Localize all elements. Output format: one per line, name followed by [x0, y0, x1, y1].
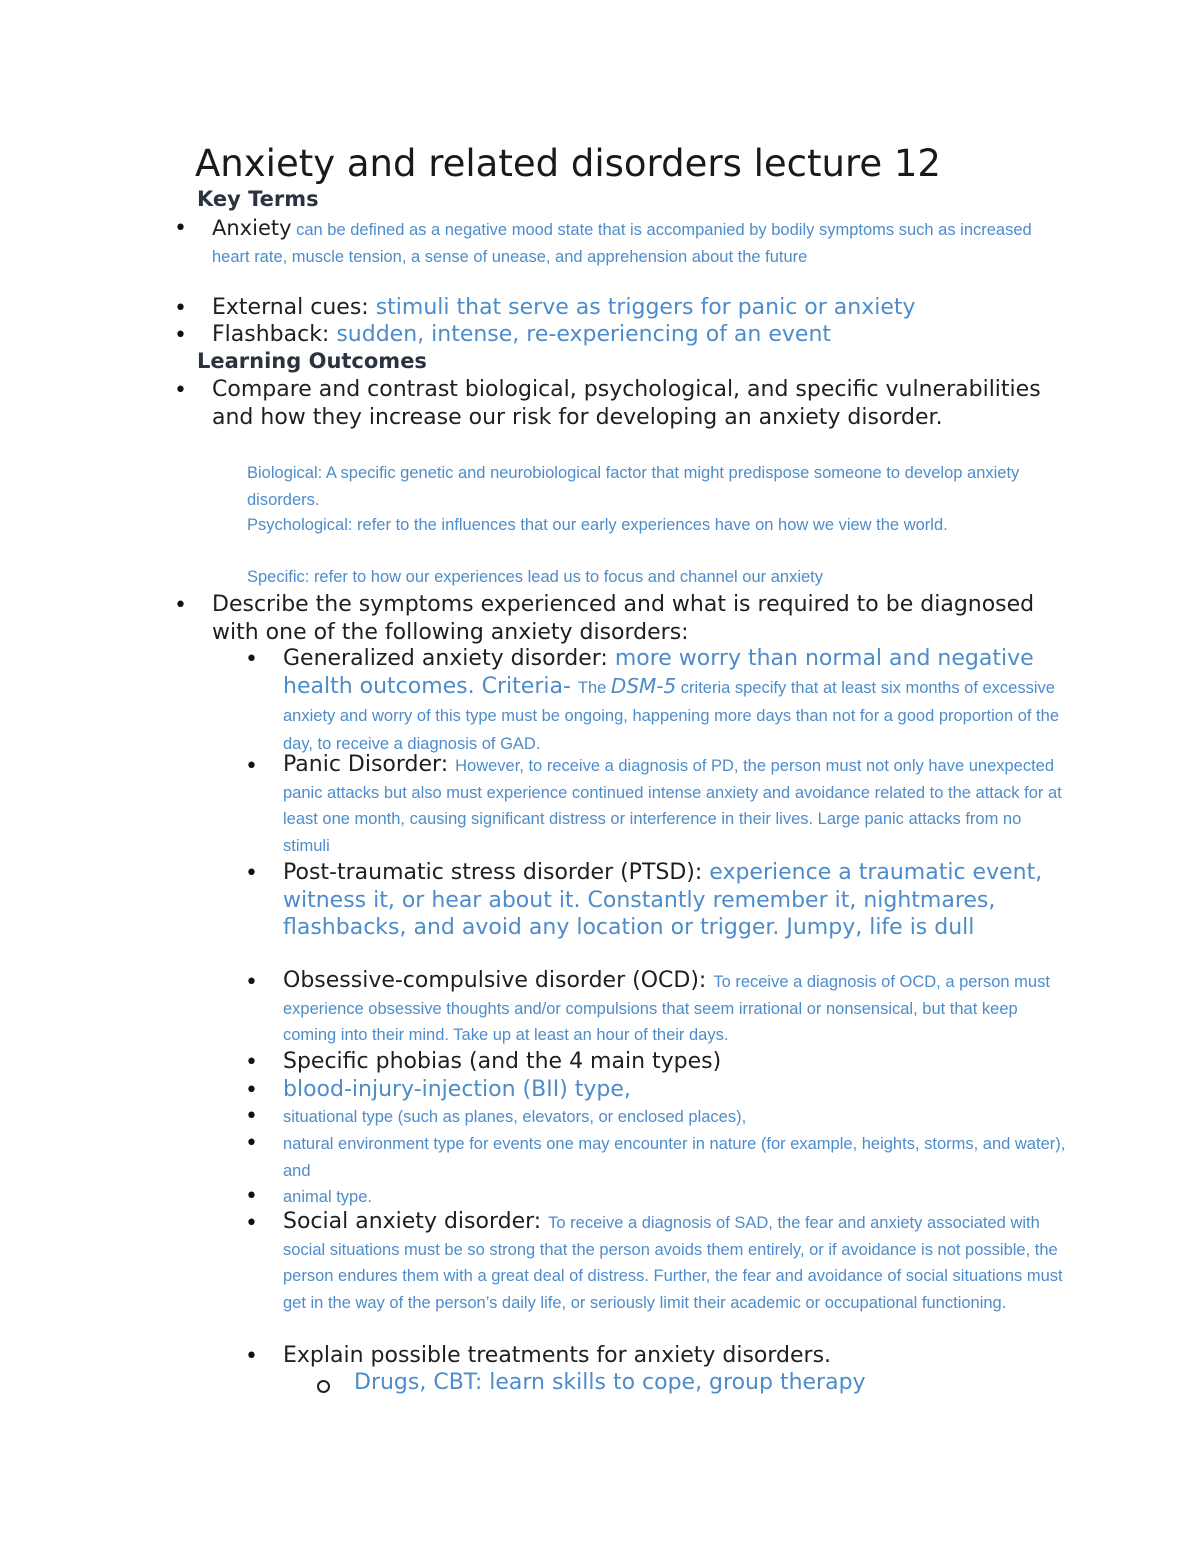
key-term-anxiety — [212, 215, 1052, 270]
phobia-bii: blood-injury-injection (BII) type, — [283, 1077, 631, 1102]
term-label: Anxiety — [212, 216, 292, 240]
sad-answer: To receive a diagnosis of SAD, the fear and anxiety associated with social situations must be so strong that the person avoids them entirely, or if avoidance is not possible, the person endures them with a great deal of distress. Further, the fear and avoidance of social situations must get in the way of the person’s daily life, or seriously limit their academic or occupational functioning. — [283, 1214, 1063, 1312]
ocd-label: Obsessive-compulsive disorder (OCD): — [283, 968, 714, 993]
term-definition: sudden, intense, re-experiencing of an event — [336, 322, 832, 347]
ocd-answer: To receive a diagnosis of OCD, a person must experience obsessive thoughts and/or compulsions that seem irrational or nonsensical, but that keep coming into their mind. Take up at least an hour of their days. — [283, 973, 1050, 1044]
bullet-icon: • — [245, 1050, 258, 1075]
term-label: External cues: — [212, 295, 376, 320]
key-term-flashback — [212, 321, 1112, 349]
panic-label: Panic Disorder: — [283, 752, 456, 777]
gad-criteria: criteria specify that at least six months of excessive anxiety and worry of this type must be ongoing, happening more days than not for a good proportion of the day, to receive a diagnosis of GAD. — [283, 679, 1059, 753]
page-title: Anxiety and related disorders lecture 12 — [195, 142, 941, 185]
phobia-situational: situational type (such as planes, elevators, or enclosed places), — [283, 1108, 747, 1126]
term-definition: can be defined as a negative mood state that is accompanied by bodily symptoms such as increased heart rate, muscle tension, a sense of unease, and apprehension about the future — [212, 221, 1032, 266]
bullet-icon: • — [174, 378, 187, 403]
outcome-describe-symptoms: Describe the symptoms experienced and what is required to be diagnosed with one of the following anxiety disorders: — [212, 592, 1035, 645]
gad-dsm: DSM-5 — [610, 674, 677, 698]
bullet-icon: • — [245, 861, 258, 886]
bullet-icon: • — [174, 296, 187, 321]
bullet-icon: • — [245, 970, 258, 995]
bullet-icon: • — [245, 1078, 258, 1103]
item-ptsd — [283, 859, 1073, 942]
term-definition: stimuli that serve as triggers for panic or anxiety — [375, 295, 916, 320]
key-term-external-cues — [212, 294, 1112, 322]
key-terms-heading: Key Terms — [197, 187, 319, 211]
bullet-icon: • — [245, 754, 258, 779]
circle-bullet-icon — [317, 1380, 330, 1393]
item-social-anxiety — [283, 1209, 1073, 1316]
bullet-icon: • — [245, 1344, 258, 1369]
treatment-answer: Drugs, CBT: learn skills to cope, group therapy — [354, 1370, 866, 1395]
phobia-animal: animal type. — [283, 1188, 372, 1206]
item-treatments: Explain possible treatments for anxiety disorders. — [283, 1343, 832, 1368]
note-biological: Biological: A specific genetic and neurobiological factor that might predispose someone to develop anxiety disorders. — [247, 464, 1020, 509]
gad-answer: more worry than normal and negative health outcomes. Criteria- — [283, 646, 1034, 699]
bullet-icon: • — [245, 1104, 258, 1129]
bullet-icon: • — [245, 647, 258, 672]
item-panic-disorder — [283, 752, 1063, 859]
learning-outcomes-heading: Learning Outcomes — [197, 349, 427, 373]
note-psychological: Psychological: refer to the influences that our early experiences have on how we view the world. — [247, 516, 948, 534]
item-ocd — [283, 968, 1073, 1049]
panic-answer: However, to receive a diagnosis of PD, the person must not only have unexpected panic attacks but also must experience continued intense anxiety and avoidance related to the attack for at least one month, causing significant distress or interference in their lives. Large panic attacks from no stimuli — [283, 757, 1062, 855]
note-specific: Specific: refer to how our experiences lead us to focus and channel our anxiety — [247, 568, 824, 586]
bullet-icon: • — [174, 216, 187, 241]
gad-the: The — [577, 679, 611, 697]
bullet-icon: • — [174, 323, 187, 348]
gad-label: Generalized anxiety disorder: — [283, 646, 615, 671]
term-label: Flashback: — [212, 322, 337, 347]
bullet-icon: • — [245, 1184, 258, 1209]
item-specific-phobias: Specific phobias (and the 4 main types) — [283, 1049, 722, 1074]
outcome-compare-vulnerabilities: Compare and contrast biological, psychological, and specific vulnerabilities and how they increase our risk for developing an anxiety disorder. — [212, 377, 1041, 430]
ptsd-answer: experience a traumatic event, witness it, or hear about it. Constantly remember it, nightmares, flashbacks, and avoid any location or trigger. Jumpy, life is dull — [283, 860, 1043, 940]
item-gad — [283, 645, 1073, 758]
phobia-natural: natural environment type for events one may encounter in nature (for example, heights, storms, and water), and — [283, 1135, 1066, 1180]
bullet-icon: • — [245, 1131, 258, 1156]
bullet-icon: • — [174, 593, 187, 618]
bullet-icon: • — [245, 1211, 258, 1236]
ptsd-label: Post-traumatic stress disorder (PTSD): — [283, 860, 710, 885]
sad-label: Social anxiety disorder: — [283, 1209, 549, 1234]
